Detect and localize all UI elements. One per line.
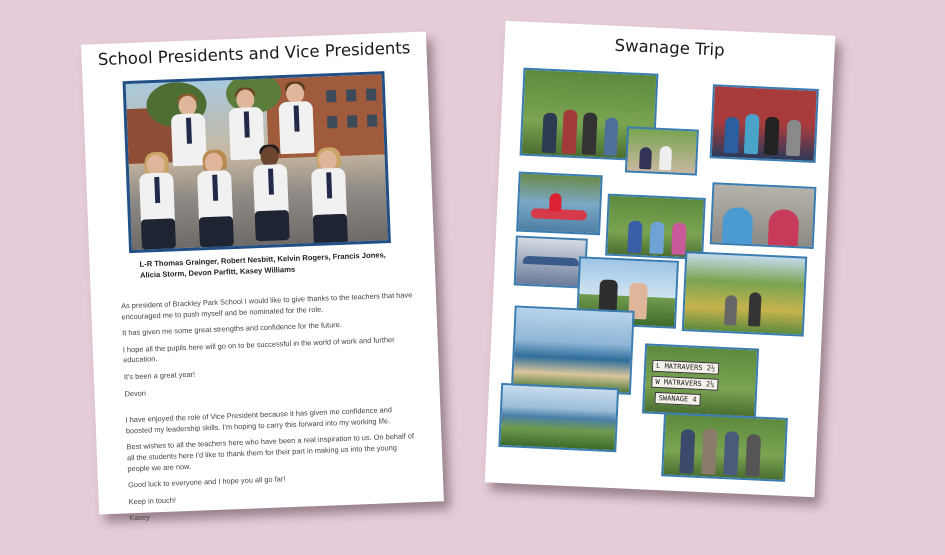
student-tie <box>244 111 250 137</box>
signpost-board <box>651 376 718 391</box>
president-paragraph: As president of Brackley Park School I would like to give thanks to the teachers that have encouraged me to push myself and be nominated for the role. <box>120 290 413 322</box>
page-title: School Presidents and Vice Presidents <box>97 38 411 70</box>
vice-president-paragraph: Good luck to everyone and I hope you all go far! <box>127 474 286 490</box>
person-figure <box>744 114 760 155</box>
person-figure <box>764 117 780 156</box>
person-figure <box>671 223 686 256</box>
vice-president-paragraph: Best wishes to all the teachers here who have been a real inspiration to us. On behalf of all the students here I'd like to thank them for their part in making us into the young people we are now. <box>126 431 415 473</box>
trip-photo-two-girls <box>710 182 817 249</box>
person-figure <box>745 434 761 477</box>
messages <box>121 290 422 530</box>
president-signature: Devon <box>124 388 147 398</box>
signpost-board <box>652 360 719 375</box>
signpost-line: W MATRAVERS 2¼ <box>655 377 715 389</box>
trip-photo-bay-view <box>511 305 635 394</box>
student-tie <box>326 172 332 198</box>
student-tie <box>212 175 218 201</box>
person-figure <box>659 146 672 171</box>
person-figure <box>701 428 717 475</box>
person-figure <box>724 117 740 154</box>
person-figure <box>724 295 737 326</box>
person-figure <box>679 429 695 474</box>
vice-president-paragraph: Keep in touch! <box>128 495 177 507</box>
trip-photo-kayak <box>516 172 603 236</box>
trip-photo-group-walking <box>661 412 788 482</box>
person-figure <box>649 222 664 255</box>
student-tie <box>268 169 274 195</box>
vice-president-signature: Kasey <box>129 512 151 523</box>
person-figure <box>562 109 578 154</box>
student-skirt <box>313 214 348 245</box>
signpost-line: L MATRAVERS 2½ <box>655 361 716 373</box>
page-title: Swanage Trip <box>614 35 725 60</box>
person-figure <box>768 209 800 248</box>
caption-line: Alicia Storm, Devon Parfitt, Kasey Williams <box>139 264 296 280</box>
building-window <box>326 90 336 102</box>
person-figure <box>722 207 754 246</box>
trip-photo-group-bench <box>710 84 819 163</box>
building-window <box>346 89 356 101</box>
bunk-bed <box>523 256 579 267</box>
caption-line: L-R Thomas Grainger, Robert Nesbitt, Kelvin Rogers, Francis Jones, <box>139 250 387 269</box>
person-figure <box>639 147 652 170</box>
person-figure <box>627 221 642 254</box>
student-tie <box>186 118 192 144</box>
president-paragraph: It has given me some great strengths and confidence for the future. <box>122 320 343 338</box>
person-figure <box>582 112 598 155</box>
kayaker <box>549 193 562 212</box>
student-trousers <box>255 210 290 241</box>
person-figure <box>748 292 762 327</box>
building-window <box>366 89 376 101</box>
building-window <box>347 115 357 127</box>
trip-photo-coast-trees <box>498 383 619 452</box>
trip-photo-group-sitting <box>625 126 699 175</box>
group-photo <box>123 71 391 253</box>
student-skirt <box>199 216 234 247</box>
trip-photo-signpost <box>642 343 759 418</box>
student-tie <box>294 105 300 131</box>
president-paragraph: I hope all the pupils here will go on to be successful in the world of work and further education. <box>122 334 395 365</box>
person-figure <box>786 120 802 157</box>
person-figure <box>723 431 739 476</box>
student-tie <box>154 177 160 203</box>
building-window <box>327 116 337 128</box>
trip-photo-hill-walk <box>682 251 808 336</box>
vice-president-paragraph: I have enjoyed the role of Vice President because it has given me confidence and boosted my leadership skills. I'm hoping to carry this forward into my working life. <box>125 405 393 436</box>
yearbook-page-presidents <box>81 32 444 523</box>
president-paragraph: It's been a great year! <box>123 369 196 382</box>
trip-photo-hikers-rear <box>605 194 706 260</box>
trip-photo-dorm-room <box>514 235 588 288</box>
person-figure <box>604 117 619 156</box>
signpost-line: SWANAGE 4 <box>658 394 697 404</box>
photo-caption <box>139 249 390 281</box>
student-skirt <box>141 218 176 249</box>
building-window <box>367 114 377 126</box>
yearbook-page-swanage-trip <box>485 21 836 497</box>
signpost-board <box>654 392 700 406</box>
person-figure <box>542 113 558 154</box>
